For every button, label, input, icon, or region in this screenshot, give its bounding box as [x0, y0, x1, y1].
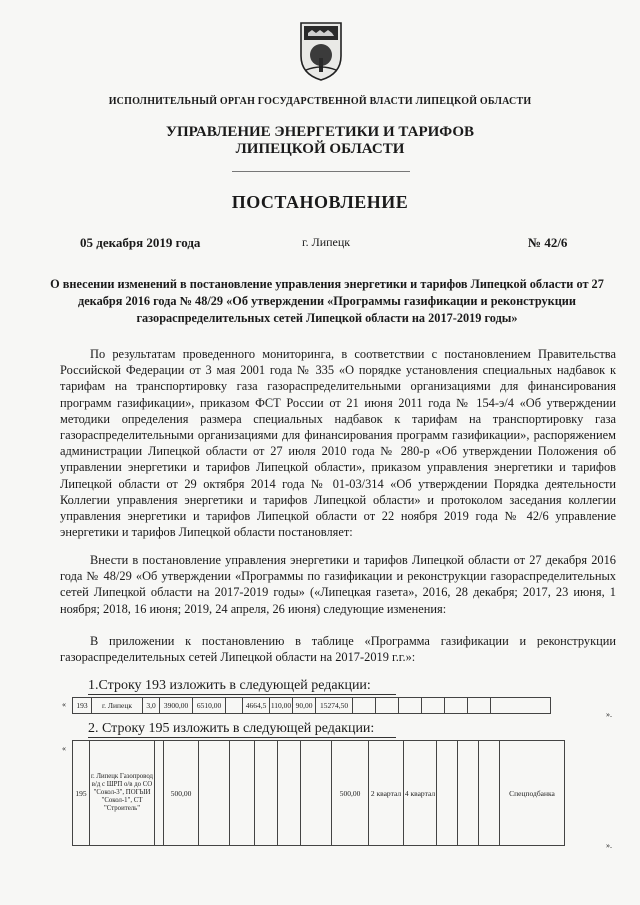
body-paragraph-2: Внести в постановление управления энергетики и тарифов Липецкой области от 27 декабря 2016 года № 48/29 «Об утверждении «Программы по газификации и реконструкции газораспределительных сетей Липецкой области на 2017-2019 годы» («Липецкая газета», 2016, 28 декабря; 2017, 23 июня, 1 ноября; 2018, 16 июня; 2019, 24 апреля, 26 июня) следующие изменения:: [60, 553, 616, 616]
table-cell: [199, 741, 230, 846]
body-paragraph-1: По результатам проведенного мониторинга, в соответствии с постановлением Правительства Российской Федерации от 3 мая 2001 года № 335 «О порядке установления специальных надбавок к тарифам на транспортировку газа газораспределительными организациями для финансирования программ газификации», приказом ФСТ России от 21 июня 2011 года № 154-э/4 «Об утверждении методики определения размера специальных надбавок к тарифам на транспортировку газа газораспределительными организациями для финансирования программ газификации», распоряжением администрации Липецкой области от 27 июля 2010 года № 280-р «Об утверждении Положения об управлении энергетики и тарифов Липецкой области», приказом управления энергетики и тарифов Липецкой области от 29 октября 2014 года № 01-03/314 «Об утверждении Порядка деятельности Коллегии управления энергетики и тарифов Липецкой области» и протоколом заседания коллегии управления энергетики и тарифов Липецкой области от 22 ноября 2019 года № 42/6 управление энергетики и тарифов Липецкой области постановляет:: [60, 347, 616, 540]
table-cell: [437, 741, 458, 846]
table-cell: г. Липецк Газопровод в/д с ШРП о/в до СО "Сокол-3", ПОГЫИ "Сокол-1", СТ "Строитель": [90, 741, 155, 846]
table-cell: [226, 698, 243, 714]
document-city: г. Липецк: [302, 235, 351, 249]
table-cell: 15274,50: [316, 698, 353, 714]
table-cell: [422, 698, 445, 714]
document-subject: О внесении изменений в постановление управления энергетики и тарифов Липецкой области от 27 декабря 2016 года № 48/29 «Об утверждении «Программы газификации и реконструкции газораспределительных сетей Липецкой области на 2017-2019 годы»: [50, 277, 604, 325]
table-row: [73, 741, 565, 846]
document-number: № 42/6: [528, 235, 568, 250]
table1-open-quote: «: [62, 700, 66, 709]
table-cell: 195: [73, 741, 90, 846]
item2-underline: [88, 737, 396, 738]
table-cell: [278, 741, 301, 846]
document-title: ПОСТАНОВЛЕНИЕ: [231, 192, 409, 212]
table-cell: [479, 741, 500, 846]
table-cell: г. Липецк: [92, 698, 143, 714]
table-cell: [468, 698, 491, 714]
table-row: [73, 698, 551, 714]
amendment-item-1: 1.Строку 193 изложить в следующей редакции:: [88, 678, 371, 693]
table-cell: 2 квартал: [369, 741, 404, 846]
table-cell: [255, 741, 278, 846]
table2-close-quote: ».: [606, 841, 612, 850]
table-cell: 193: [73, 698, 92, 714]
row-193-table: [72, 697, 551, 714]
table-cell: [376, 698, 399, 714]
table-cell: [353, 698, 376, 714]
table-cell: 4664,5: [243, 698, 270, 714]
body-paragraph-3: В приложении к постановлению в таблице «Программа газификации и реконструкции газораспределительных сетей Липецкой области на 2017-2019 г.г.»:: [60, 634, 616, 665]
table-cell: 500,00: [164, 741, 199, 846]
table-cell: [301, 741, 332, 846]
table-cell: 110,00: [270, 698, 293, 714]
table-cell: [458, 741, 479, 846]
table-cell: [155, 741, 164, 846]
header-divider: [232, 171, 410, 172]
table2-open-quote: «: [62, 744, 66, 753]
table-cell: 90,00: [293, 698, 316, 714]
table1-close-quote: ».: [606, 710, 612, 719]
document-date: 05 декабря 2019 года: [80, 235, 201, 250]
department-name-line1: УПРАВЛЕНИЕ ЭНЕРГЕТИКИ И ТАРИФОВ: [165, 124, 475, 140]
table-cell: 6510,00: [193, 698, 226, 714]
table-cell: Спецподбанка: [500, 741, 565, 846]
department-name-line2: ЛИПЕЦКОЙ ОБЛАСТИ: [235, 141, 405, 157]
table-cell: 4 квартал: [404, 741, 437, 846]
item1-underline: [88, 694, 396, 695]
table-cell: 3900,00: [160, 698, 193, 714]
coat-of-arms-emblem: [298, 20, 344, 82]
table-cell: [230, 741, 255, 846]
table-cell: [399, 698, 422, 714]
table-cell: [445, 698, 468, 714]
coat-of-arms-icon: [298, 20, 344, 82]
amendment-item-2: 2. Строку 195 изложить в следующей редакции:: [88, 721, 375, 736]
issuing-authority: ИСПОЛНИТЕЛЬНЫЙ ОРГАН ГОСУДАРСТВЕННОЙ ВЛАСТИ ЛИПЕЦКОЙ ОБЛАСТИ: [108, 96, 532, 107]
table-cell: 500,00: [332, 741, 369, 846]
table-cell: 3,0: [143, 698, 160, 714]
table-cell: [491, 698, 551, 714]
row-195-table: [72, 740, 565, 846]
